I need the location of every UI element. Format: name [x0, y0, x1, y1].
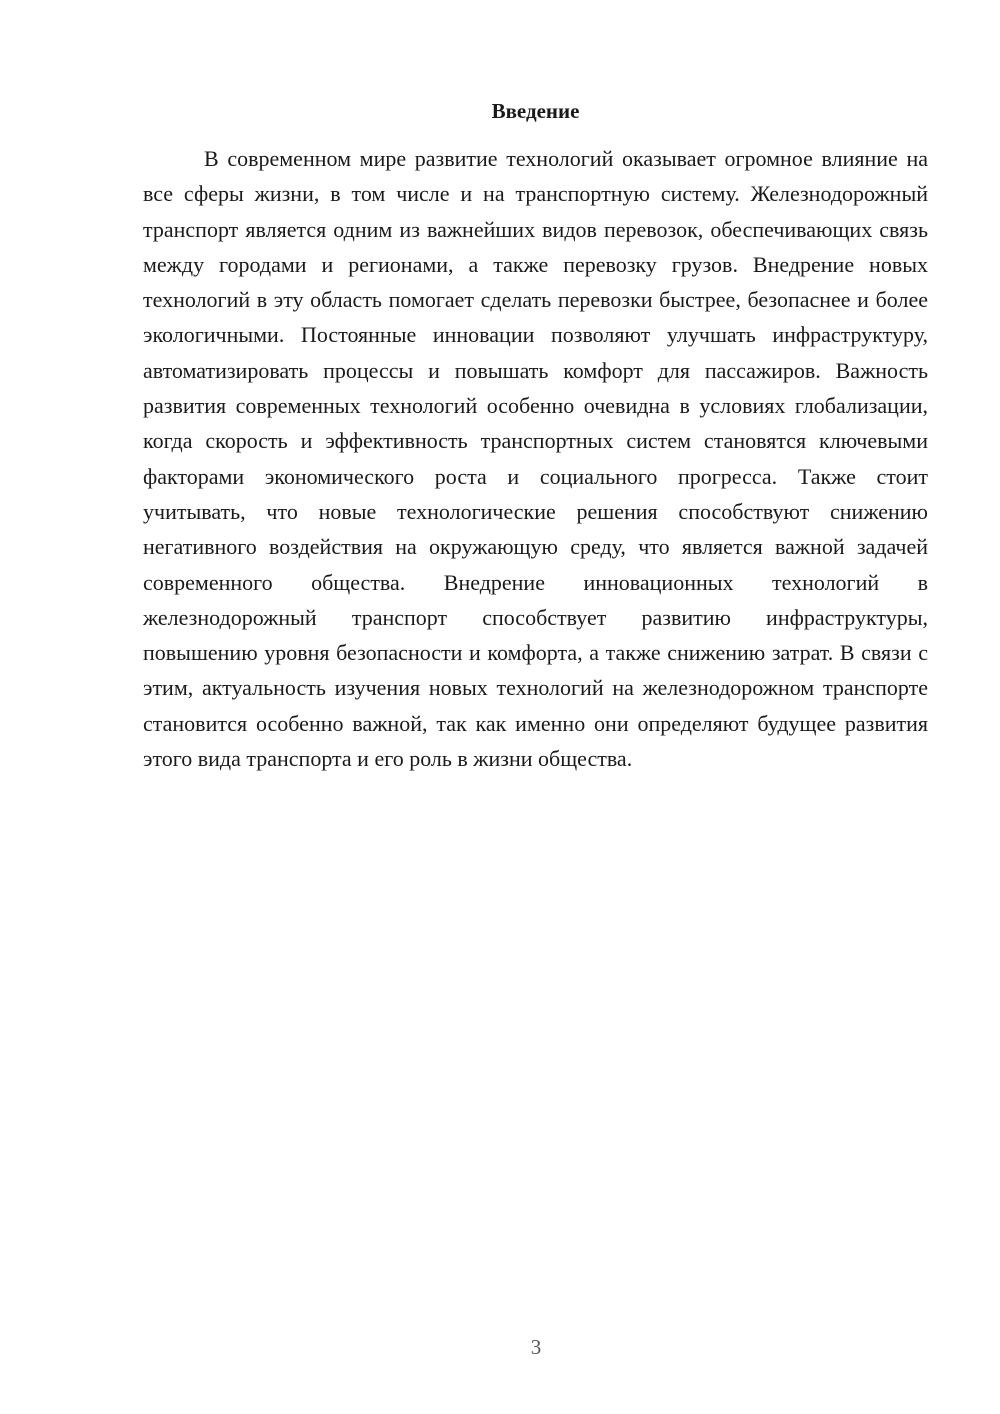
introduction-paragraph: В современном мире развитие технологий оказывает огромное влияние на все сферы жизни, в том числе и на транспортную систему. Железнодорожный транспорт является одним из важнейших видов перевозок, обеспечивающих связь между городами и регионами, а также перевозку грузов. Внедрение новых технологий в эту область помогает сделать перевозки быстрее, безопаснее и более экологичными. Постоянные инновации позволяют улучшать инфраструктуру, автоматизировать процессы и повышать комфорт для пассажиров. Важность развития современных технологий особенно очевидна в условиях глобализации, когда скорость и эффективность транспортных систем становятся ключевыми факторами экономического роста и социального прогресса. Также стоит учитывать, что новые технологические решения способствуют снижению негативного воздействия на окружающую среду, что является важной задачей современного общества. Внедрение инновационных технологий в железнодорожный транспорт способствует развитию инфраструктуры, повышению уровня безопасности и комфорта, а также снижению затрат. В связи с этим, актуальность изучения новых технологий на железнодорожном транспорте становится особенно важной, так как именно они определяют будущее развития этого вида транспорта и его роль в жизни общества.	[143, 146, 928, 772]
section-heading: Введение	[491, 99, 580, 123]
page-number: 3	[530, 1335, 542, 1359]
